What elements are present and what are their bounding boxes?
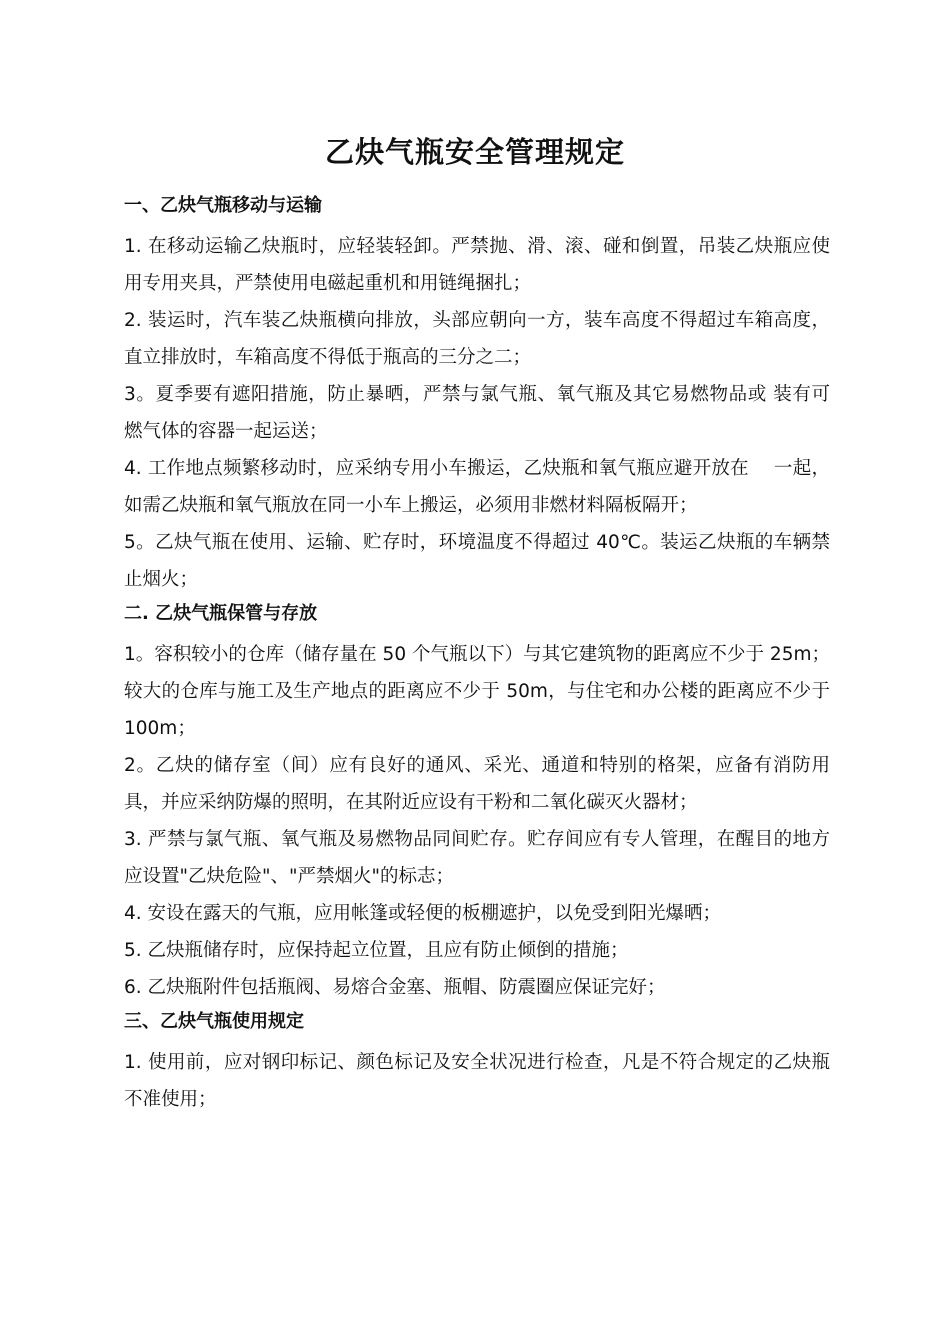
storage-item-4: 4. 安设在露天的气瓶，应用帐篷或轻便的板棚遮护，以免受到阳光爆晒； [124, 903, 722, 924]
storage-item-1: 1。容积较小的仓库（储存量在 50 个气瓶以下）与其它建筑物的距离应不少于 25m；较大的仓库与施工及生产地点的距离应不少于 50m，与住宅和办公楼的距离应不少于 100m； [124, 644, 830, 739]
storage-item-6: 6. 乙炔瓶附件包括瓶阀、易熔合金塞、瓶帽、防震圈应保证完好； [124, 977, 666, 998]
document-body [124, 190, 830, 1118]
transport-item-3: 3。夏季要有遮阳措施，防止暴晒，严禁与氯气瓶、氧气瓶及其它易燃物品或 装有可 燃气体的容器一起运送； [124, 384, 830, 442]
transport-item-5: 5。乙炔气瓶在使用、运输、贮存时，环境温度不得超过 40℃。装运乙炔瓶的车辆禁止烟火； [124, 532, 830, 590]
document-title: 乙炔气瓶安全管理规定 [324, 135, 625, 169]
usage-item-1: 1. 使用前，应对钢印标记、颜色标记及安全状况进行检查，凡是不符合规定的乙炔瓶不准使用； [124, 1052, 830, 1110]
section-heading-storage: 二. 乙炔气瓶保管与存放 [124, 603, 318, 624]
storage-item-2: 2。乙炔的储存室（间）应有良好的通风、采光、通道和特别的格架，应备有消防用具，并应采纳防爆的照明，在其附近应设有干粉和二氧化碳灭火器材； [124, 755, 830, 813]
transport-item-1: 1. 在移动运输乙炔瓶时，应轻装轻卸。严禁抛、滑、滚、碰和倒置，吊装乙炔瓶应使用专用夹具，严禁使用电磁起重机和用链绳捆扎； [124, 236, 830, 294]
section-heading-transport: 一、乙炔气瓶移动与运输 [124, 195, 322, 216]
storage-item-3: 3. 严禁与氯气瓶、氧气瓶及易燃物品同间贮存。贮存间应有专人管理，在醒目的地方应设置"乙炔危险"、"严禁烟火"的标志； [124, 829, 830, 887]
transport-item-2: 2. 装运时，汽车装乙炔瓶横向排放，头部应朝向一方，装车高度不得超过车箱高度，直立排放时，车箱高度不得低于瓶高的三分之二； [124, 310, 830, 368]
section-heading-usage: 三、乙炔气瓶使用规定 [124, 1011, 304, 1032]
transport-item-4: 4. 工作地点频繁移动时，应采纳专用小车搬运，乙炔瓶和氧气瓶应避开放在 一起，如需乙炔瓶和氧气瓶放在同一小车上搬运，必须用非燃材料隔板隔开； [124, 458, 830, 516]
storage-item-5: 5. 乙炔瓶储存时，应保持起立位置，且应有防止倾倒的措施； [124, 940, 629, 961]
